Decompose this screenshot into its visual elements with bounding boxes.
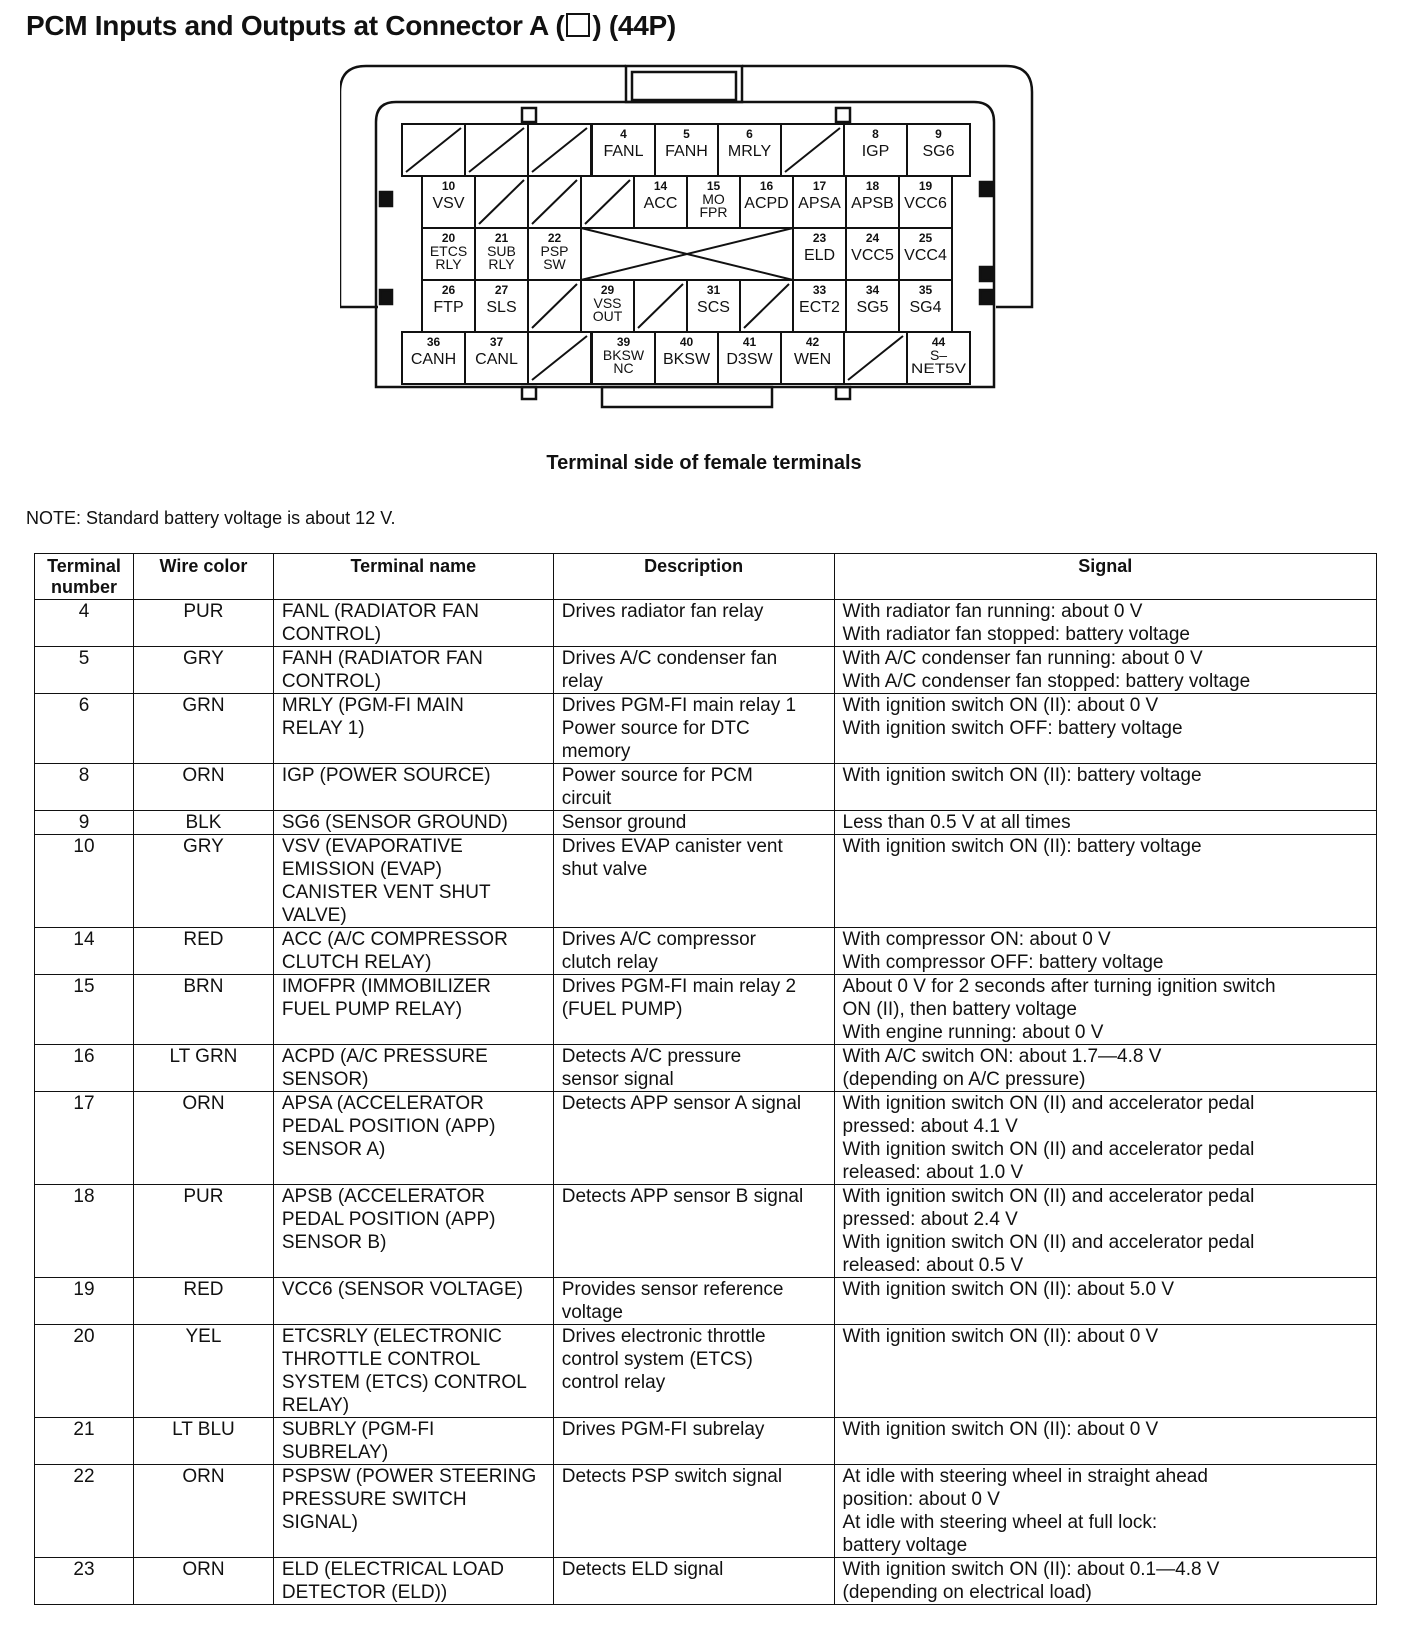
terminal-number-label: 18 xyxy=(865,179,880,193)
signal-cell xyxy=(834,694,1377,764)
terminal-number-label: 40 xyxy=(679,335,694,349)
terminal-signal-label: SUB xyxy=(487,243,516,259)
terminal-number-cell: 10 xyxy=(35,835,134,928)
terminal-name-cell xyxy=(273,1092,553,1185)
terminal-name-cell xyxy=(273,1278,553,1325)
terminal-signal-label: ACPD xyxy=(744,195,789,212)
header-terminal-number: Terminal number xyxy=(35,554,134,600)
description-cell-line: Detects APP sensor A signal xyxy=(561,1093,802,1114)
description-cell-line: (FUEL PUMP) xyxy=(561,999,683,1020)
terminal-name-cell xyxy=(273,1558,553,1605)
terminal-number-label: 8 xyxy=(872,127,879,141)
description-cell xyxy=(553,647,834,694)
terminal-signal-label: MRLY xyxy=(727,143,772,160)
signal-cell xyxy=(834,1278,1377,1325)
terminal-number-label: 19 xyxy=(918,179,933,193)
description-cell xyxy=(553,1325,834,1418)
terminal-number-label: 4 xyxy=(620,127,627,141)
header-description: Description xyxy=(553,554,834,600)
terminal-name-cell-line: THROTTLE CONTROL xyxy=(281,1349,481,1370)
signal-cell xyxy=(834,975,1377,1045)
terminal-number-label: 9 xyxy=(935,127,942,141)
terminal-number-label: 6 xyxy=(746,127,753,141)
terminal-signal-label: VCC5 xyxy=(851,247,894,264)
terminal-number-label: 37 xyxy=(489,335,504,349)
connector-symbol-icon xyxy=(566,13,590,37)
blank-cell-slash xyxy=(585,180,630,224)
terminal-name-cell-line: SUBRLY (PGM-FI xyxy=(281,1419,435,1440)
terminal-signal-label: S– xyxy=(929,347,948,363)
blank-cell-slash xyxy=(532,180,577,224)
description-cell xyxy=(553,1045,834,1092)
description-cell-line: Detects PSP switch signal xyxy=(561,1466,783,1487)
description-cell-line: Provides sensor reference xyxy=(561,1279,784,1300)
terminal-number-cell: 4 xyxy=(35,600,134,647)
blank-cell-slash xyxy=(532,128,587,172)
signal-cell xyxy=(834,1045,1377,1092)
terminal-number-label: 44 xyxy=(931,335,946,349)
terminal-number-label: 41 xyxy=(742,335,757,349)
terminal-name-cell xyxy=(273,975,553,1045)
terminal-signal-label: PSP xyxy=(540,243,569,259)
terminal-number-cell: 23 xyxy=(35,1558,134,1605)
wire-color-cell: ORN xyxy=(133,764,273,811)
table-row xyxy=(35,1325,1377,1418)
terminal-name-cell-line: VCC6 (SENSOR VOLTAGE) xyxy=(281,1279,523,1300)
table-row xyxy=(35,694,1377,764)
table-row xyxy=(35,1092,1377,1185)
wire-color-cell: ORN xyxy=(133,1558,273,1605)
terminal-name-cell-line: CONTROL) xyxy=(281,671,382,692)
wire-color-cell: YEL xyxy=(133,1325,273,1418)
voltage-note: NOTE: Standard battery voltage is about 12 V. xyxy=(26,508,396,528)
page-title xyxy=(26,10,676,42)
wire-color-cell: PUR xyxy=(133,1185,273,1278)
description-cell-line: memory xyxy=(561,741,631,762)
terminal-signal-label: IGP xyxy=(861,143,890,160)
terminal-signal-label: SW xyxy=(543,256,566,272)
signal-cell-line: With ignition switch ON (II) and accelerator pedal xyxy=(842,1093,1255,1114)
header-signal: Signal xyxy=(834,554,1377,600)
terminal-signal-label: MO xyxy=(702,191,725,207)
terminal-name-cell-line: SUBRELAY) xyxy=(281,1442,389,1463)
terminal-signal-label: FANL xyxy=(603,143,644,160)
description-cell-line: Drives EVAP canister vent xyxy=(561,836,783,857)
terminal-number-cell: 17 xyxy=(35,1092,134,1185)
signal-cell-line: About 0 V for 2 seconds after turning ignition switch xyxy=(842,976,1276,997)
signal-cell-line: (depending on electrical load) xyxy=(842,1582,1092,1603)
description-cell xyxy=(553,1092,834,1185)
terminal-signal-label: CANH xyxy=(410,351,457,368)
terminal-number-label: 36 xyxy=(426,335,441,349)
terminal-signal-label: RLY xyxy=(488,256,515,272)
terminal-name-cell xyxy=(273,764,553,811)
signal-cell-line: released: about 1.0 V xyxy=(842,1162,1024,1183)
signal-cell-line: With A/C condenser fan running: about 0 V xyxy=(842,648,1203,669)
signal-cell-line: position: about 0 V xyxy=(842,1489,1000,1510)
terminal-name-cell-line: SG6 (SENSOR GROUND) xyxy=(281,812,508,833)
table-row xyxy=(35,1045,1377,1092)
terminal-name-cell-line: CLUTCH RELAY) xyxy=(281,952,432,973)
terminal-number-label: 42 xyxy=(805,335,820,349)
page-title-start: PCM Inputs and Outputs at Connector A ( xyxy=(26,10,565,41)
terminal-name-cell xyxy=(273,928,553,975)
blank-cell-slash xyxy=(532,284,577,328)
description-cell-line: circuit xyxy=(561,788,612,809)
terminal-name-cell xyxy=(273,1418,553,1465)
blank-cell-slash xyxy=(532,336,587,380)
description-cell-line: Drives radiator fan relay xyxy=(561,601,764,622)
diagram-caption: Terminal side of female terminals xyxy=(546,452,862,474)
page-title-end: ) (44P) xyxy=(592,10,676,41)
terminal-name-cell-line: SENSOR B) xyxy=(281,1232,387,1253)
wire-color-cell: RED xyxy=(133,928,273,975)
terminal-name-cell xyxy=(273,1045,553,1092)
table-row xyxy=(35,1278,1377,1325)
terminal-number-label: 21 xyxy=(494,231,509,245)
description-cell xyxy=(553,764,834,811)
description-cell-line: sensor signal xyxy=(561,1069,674,1090)
description-cell-line: Drives electronic throttle xyxy=(561,1326,766,1347)
terminal-name-cell-line: PRESSURE SWITCH xyxy=(281,1489,467,1510)
description-cell-line: Detects ELD signal xyxy=(561,1559,724,1580)
table-row xyxy=(35,835,1377,928)
terminal-name-cell-line: FANL (RADIATOR FAN xyxy=(281,601,479,622)
terminal-number-cell: 9 xyxy=(35,811,134,835)
table-row xyxy=(35,647,1377,694)
description-cell xyxy=(553,811,834,835)
signal-cell-line: With radiator fan running: about 0 V xyxy=(842,601,1143,622)
terminal-name-cell-line: ETCSRLY (ELECTRONIC xyxy=(281,1326,502,1347)
terminal-name-cell-line: APSA (ACCELERATOR xyxy=(281,1093,484,1114)
terminal-name-cell-line: VSV (EVAPORATIVE xyxy=(281,836,463,857)
signal-cell xyxy=(834,1465,1377,1558)
description-cell xyxy=(553,694,834,764)
terminal-name-cell-line: SENSOR) xyxy=(281,1069,369,1090)
terminal-name-cell-line: ACC (A/C COMPRESSOR xyxy=(281,929,508,950)
description-cell-line: Drives A/C compressor xyxy=(561,929,756,950)
terminal-name-cell xyxy=(273,811,553,835)
signal-cell xyxy=(834,1325,1377,1418)
signal-cell-line: With ignition switch ON (II): about 0 V xyxy=(842,1419,1159,1440)
description-cell xyxy=(553,1185,834,1278)
terminal-name-cell-line: DETECTOR (ELD)) xyxy=(281,1582,448,1603)
terminal-number-label: 5 xyxy=(683,127,690,141)
terminal-number-label: 29 xyxy=(600,283,615,297)
table-row xyxy=(35,811,1377,835)
wire-color-cell: BRN xyxy=(133,975,273,1045)
terminal-number-cell: 14 xyxy=(35,928,134,975)
terminal-signal-label: D3SW xyxy=(726,351,773,368)
terminal-signal-label: RLY xyxy=(435,256,462,272)
wire-color-cell: GRN xyxy=(133,694,273,764)
terminal-number-label: 27 xyxy=(494,283,509,297)
signal-cell-line: At idle with steering wheel at full lock: xyxy=(842,1512,1158,1533)
signal-cell-line: With engine running: about 0 V xyxy=(842,1022,1104,1043)
terminal-name-cell-line: RELAY) xyxy=(281,1395,350,1416)
terminal-signal-label: SG5 xyxy=(856,299,889,316)
signal-cell-line: With ignition switch ON (II): battery voltage xyxy=(842,765,1202,786)
table-row xyxy=(35,764,1377,811)
terminal-name-cell-line: IGP (POWER SOURCE) xyxy=(281,765,491,786)
signal-cell-line: With ignition switch ON (II): about 5.0 V xyxy=(842,1279,1175,1300)
terminal-name-cell xyxy=(273,694,553,764)
terminal-name-cell-line: CONTROL) xyxy=(281,624,382,645)
blank-cell-slash xyxy=(744,284,789,328)
wire-color-cell: PUR xyxy=(133,600,273,647)
description-cell-line: Drives PGM-FI main relay 2 xyxy=(561,976,797,997)
description-cell-line: Drives PGM-FI main relay 1 xyxy=(561,695,797,716)
terminal-name-cell-line: ACPD (A/C PRESSURE xyxy=(281,1046,488,1067)
header-terminal-name: Terminal name xyxy=(273,554,553,600)
terminal-number-label: 35 xyxy=(918,283,933,297)
terminal-number-cell: 16 xyxy=(35,1045,134,1092)
terminal-name-cell xyxy=(273,1325,553,1418)
description-cell xyxy=(553,600,834,647)
terminal-name-cell-line: APSB (ACCELERATOR xyxy=(281,1186,485,1207)
terminal-number-label: 24 xyxy=(865,231,880,245)
signal-cell-line: With ignition switch ON (II): about 0 V xyxy=(842,695,1159,716)
terminal-name-cell-line: FANH (RADIATOR FAN xyxy=(281,648,483,669)
signal-cell-line: With ignition switch ON (II) and accelerator pedal xyxy=(842,1186,1255,1207)
description-cell-line: voltage xyxy=(561,1302,623,1323)
description-cell xyxy=(553,1418,834,1465)
terminal-name-cell xyxy=(273,600,553,647)
table-header-row xyxy=(35,554,1377,600)
terminal-signal-label: ECT2 xyxy=(799,299,840,316)
signal-cell-line: With ignition switch ON (II) and accelerator pedal xyxy=(842,1139,1255,1160)
terminal-number-cell: 21 xyxy=(35,1418,134,1465)
terminal-name-cell xyxy=(273,835,553,928)
blank-cell-slash xyxy=(479,180,524,224)
terminal-number-cell: 15 xyxy=(35,975,134,1045)
signal-cell-line: With ignition switch ON (II): about 0 V xyxy=(842,1326,1159,1347)
connector-diagram xyxy=(340,62,1040,412)
description-cell-line: relay xyxy=(561,671,603,692)
description-cell xyxy=(553,835,834,928)
signal-cell-line: With compressor OFF: battery voltage xyxy=(842,952,1164,973)
table-row xyxy=(35,1185,1377,1278)
description-cell xyxy=(553,1465,834,1558)
table-row xyxy=(35,1418,1377,1465)
description-cell-line: Sensor ground xyxy=(561,812,687,833)
description-cell xyxy=(553,975,834,1045)
signal-cell-line: With radiator fan stopped: battery voltage xyxy=(842,624,1190,645)
description-cell-line: Detects APP sensor B signal xyxy=(561,1186,804,1207)
description-cell xyxy=(553,1558,834,1605)
signal-cell-line: Less than 0.5 V at all times xyxy=(842,812,1071,833)
header-wire-color: Wire color xyxy=(133,554,273,600)
signal-cell-line: With ignition switch ON (II): battery voltage xyxy=(842,836,1202,857)
signal-cell-line: With compressor ON: about 0 V xyxy=(842,929,1111,950)
terminal-signal-label: VCC4 xyxy=(904,247,947,264)
description-cell xyxy=(553,1278,834,1325)
description-cell-line: Power source for DTC xyxy=(561,718,750,739)
terminal-name-cell xyxy=(273,1185,553,1278)
description-cell-line: clutch relay xyxy=(561,952,658,973)
terminal-table xyxy=(34,553,1377,1605)
signal-cell-line: battery voltage xyxy=(842,1535,968,1556)
table-row xyxy=(35,1465,1377,1558)
table-row xyxy=(35,1558,1377,1605)
terminal-number-cell: 18 xyxy=(35,1185,134,1278)
terminal-signal-label: WEN xyxy=(793,351,832,368)
wire-color-cell: LT GRN xyxy=(133,1045,273,1092)
blank-cell-slash xyxy=(785,128,840,172)
signal-cell xyxy=(834,1092,1377,1185)
signal-cell-line: At idle with steering wheel in straight ahead xyxy=(842,1466,1208,1487)
terminal-signal-label: VSV xyxy=(432,195,465,212)
signal-cell-line: pressed: about 4.1 V xyxy=(842,1116,1018,1137)
terminal-signal-label: APSB xyxy=(851,195,894,212)
table-row xyxy=(35,975,1377,1045)
signal-cell-line: pressed: about 2.4 V xyxy=(842,1209,1018,1230)
terminal-signal-label: FPR xyxy=(699,204,728,220)
terminal-name-cell-line: ELD (ELECTRICAL LOAD xyxy=(281,1559,504,1580)
description-cell-line: Power source for PCM xyxy=(561,765,753,786)
terminal-number-label: 14 xyxy=(653,179,668,193)
terminal-name-cell-line: PSPSW (POWER STEERING xyxy=(281,1466,537,1487)
description-cell-line: Drives A/C condenser fan xyxy=(561,648,778,669)
blank-cell-slash xyxy=(638,284,683,328)
terminal-signal-label: VSS xyxy=(593,295,622,311)
description-cell-line: Detects A/C pressure xyxy=(561,1046,742,1067)
terminal-name-cell-line: MRLY (PGM-FI MAIN xyxy=(281,695,464,716)
signal-cell xyxy=(834,928,1377,975)
terminal-name-cell-line: EMISSION (EVAP) xyxy=(281,859,442,880)
terminal-name-cell-line: IMOFPR (IMMOBILIZER xyxy=(281,976,491,997)
table-row xyxy=(35,928,1377,975)
terminal-signal-label: BKSW xyxy=(602,347,645,363)
description-cell-line: shut valve xyxy=(561,859,648,880)
terminal-signal-label: ELD xyxy=(803,247,836,264)
terminal-signal-label: FANH xyxy=(665,143,708,160)
terminal-signal-label: OUT xyxy=(592,308,623,324)
signal-cell xyxy=(834,1185,1377,1278)
terminal-signal-label: BKSW xyxy=(662,351,711,368)
terminal-signal-label: NC xyxy=(613,360,634,376)
terminal-number-label: 25 xyxy=(918,231,933,245)
terminal-signal-label: NET5V xyxy=(911,360,967,376)
terminal-signal-label: VCC6 xyxy=(904,195,947,212)
wire-color-cell: ORN xyxy=(133,1465,273,1558)
signal-cell-line: With A/C condenser fan stopped: battery voltage xyxy=(842,671,1251,692)
terminal-name-cell xyxy=(273,647,553,694)
terminal-name-cell-line: FUEL PUMP RELAY) xyxy=(281,999,463,1020)
terminal-number-cell: 20 xyxy=(35,1325,134,1418)
signal-cell-line: With A/C switch ON: about 1.7—4.8 V xyxy=(842,1046,1162,1067)
terminal-number-label: 23 xyxy=(812,231,827,245)
signal-cell xyxy=(834,764,1377,811)
description-cell xyxy=(553,928,834,975)
terminal-name-cell-line: SENSOR A) xyxy=(281,1139,386,1160)
signal-cell xyxy=(834,600,1377,647)
terminal-number-label: 39 xyxy=(616,335,631,349)
blank-cell-slash xyxy=(848,336,903,380)
terminal-number-label: 17 xyxy=(812,179,827,193)
terminal-number-cell: 8 xyxy=(35,764,134,811)
wire-color-cell: BLK xyxy=(133,811,273,835)
terminal-number-label: 15 xyxy=(706,179,721,193)
signal-cell-line: With ignition switch ON (II): about 0.1—4.8 V xyxy=(842,1559,1220,1580)
description-cell-line: control relay xyxy=(561,1372,666,1393)
signal-cell-line: With ignition switch OFF: battery voltage xyxy=(842,718,1183,739)
terminal-signal-label: SG6 xyxy=(922,143,955,160)
wire-color-cell: GRY xyxy=(133,835,273,928)
signal-cell-line: (depending on A/C pressure) xyxy=(842,1069,1086,1090)
signal-cell xyxy=(834,1558,1377,1605)
description-cell-line: Drives PGM-FI subrelay xyxy=(561,1419,765,1440)
terminal-number-cell: 6 xyxy=(35,694,134,764)
terminal-number-label: 20 xyxy=(441,231,456,245)
table-row xyxy=(35,600,1377,647)
description-cell-line: control system (ETCS) xyxy=(561,1349,753,1370)
wire-color-cell: ORN xyxy=(133,1092,273,1185)
terminal-number-cell: 19 xyxy=(35,1278,134,1325)
wire-color-cell: GRY xyxy=(133,647,273,694)
terminal-name-cell-line: CANISTER VENT SHUT xyxy=(281,882,491,903)
terminal-name-cell-line: SIGNAL) xyxy=(281,1512,358,1533)
terminal-number-label: 10 xyxy=(441,179,456,193)
terminal-number-label: 33 xyxy=(812,283,827,297)
signal-cell-line: ON (II), then battery voltage xyxy=(842,999,1077,1020)
blank-cell-slash xyxy=(406,128,461,172)
terminal-name-cell-line: PEDAL POSITION (APP) xyxy=(281,1116,496,1137)
terminal-name-cell-line: PEDAL POSITION (APP) xyxy=(281,1209,496,1230)
terminal-number-cell: 22 xyxy=(35,1465,134,1558)
terminal-signal-label: SCS xyxy=(697,299,730,316)
terminal-signal-label: SLS xyxy=(486,299,517,316)
terminal-number-label: 22 xyxy=(547,231,562,245)
terminal-number-label: 26 xyxy=(441,283,456,297)
signal-cell-line: released: about 0.5 V xyxy=(842,1255,1024,1276)
signal-cell xyxy=(834,647,1377,694)
signal-cell xyxy=(834,1418,1377,1465)
signal-cell xyxy=(834,835,1377,928)
terminal-signal-label: APSA xyxy=(798,195,841,212)
terminal-signal-label: FTP xyxy=(433,299,464,316)
wire-color-cell: RED xyxy=(133,1278,273,1325)
terminal-number-label: 16 xyxy=(759,179,774,193)
blank-cell-slash xyxy=(469,128,524,172)
signal-cell xyxy=(834,811,1377,835)
terminal-name-cell xyxy=(273,1465,553,1558)
wire-color-cell: LT BLU xyxy=(133,1418,273,1465)
terminal-name-cell-line: VALVE) xyxy=(281,905,347,926)
terminal-number-label: 34 xyxy=(865,283,880,297)
terminal-signal-label: CANL xyxy=(475,351,518,368)
terminal-name-cell-line: SYSTEM (ETCS) CONTROL xyxy=(281,1372,527,1393)
signal-cell-line: With ignition switch ON (II) and accelerator pedal xyxy=(842,1232,1255,1253)
terminal-name-cell-line: RELAY 1) xyxy=(281,718,365,739)
terminal-number-label: 31 xyxy=(706,283,721,297)
terminal-signal-label: SG4 xyxy=(909,299,942,316)
terminal-signal-label: ETCS xyxy=(429,243,468,259)
terminal-number-cell: 5 xyxy=(35,647,134,694)
terminal-signal-label: ACC xyxy=(643,195,678,212)
